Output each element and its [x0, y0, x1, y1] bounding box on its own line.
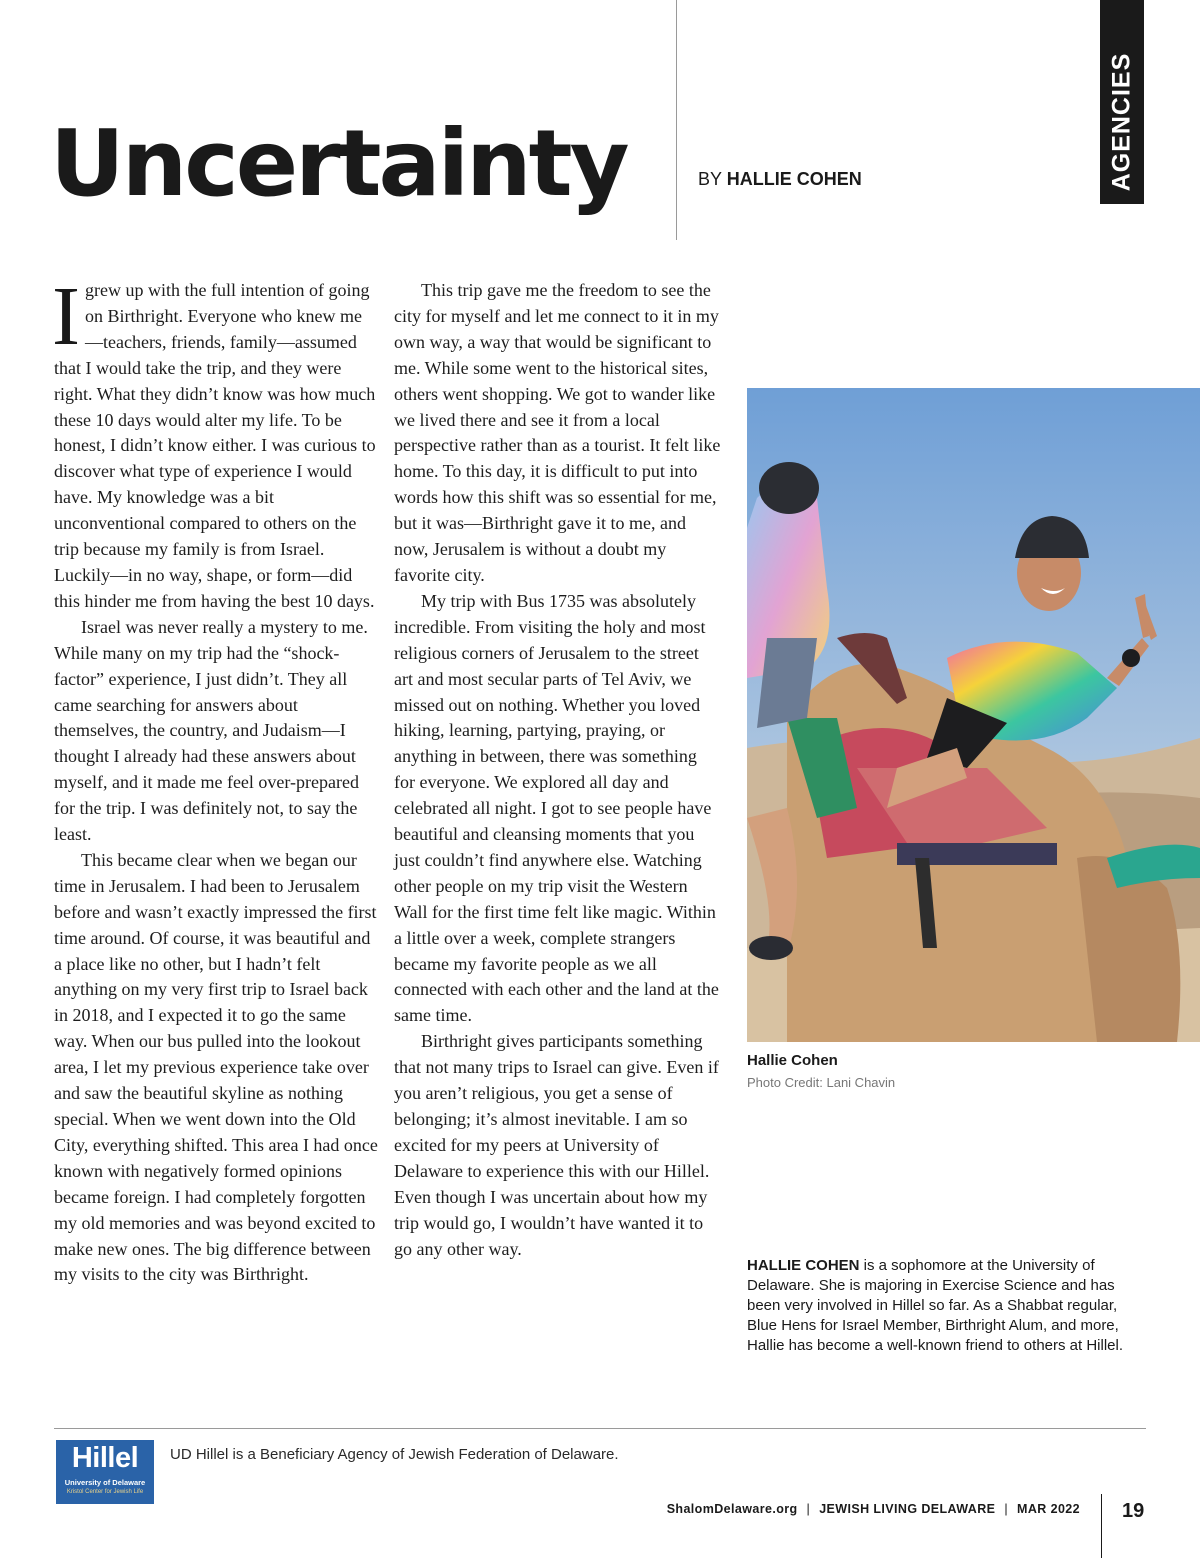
camel-ride-photo: [747, 388, 1200, 1042]
page-number-divider: [1101, 1494, 1102, 1558]
section-tab: [1100, 0, 1144, 204]
hillel-logo: [56, 1440, 154, 1504]
article-paragraph: This became clear when we began our time in Jerusalem. I had been to Jerusalem before and wasn’t exactly impressed the first time around. Of course, it was beautiful and a place like no other, but I hadn’t felt anything on my very first trip to Israel back in 2018, and I expected it to go the same way. When our bus pulled into the lookout area, I let my previous experience take over and saw the beautiful skyline as nothing special. When we went down into the Old City, everything shifted. This area I had once known with negatively formed opinions became foreign. I had completely forgotten my old memories and was beyond excited to make new ones. The big difference between my visits to the city was Birthright.: [54, 849, 378, 1285]
footer-issue-date: MAR 2022: [1017, 1502, 1080, 1516]
headline: Uncertainty: [50, 110, 627, 217]
footer-divider: [54, 1428, 1146, 1429]
article-paragraph: Birthright gives participants something that not many trips to Israel can give. Even if you aren’t religious, you get a sense of belonging; it’s almost inevitable. I am so excited for my peers at University of Delaware to experience this with our Hillel. Even though I was uncertain about how my trip would go, I wouldn’t have wanted it to go any other way.: [394, 1031, 719, 1259]
article-paragraph: Israel was never really a mystery to me. While many on my trip had the “shock-factor” experience, I just didn’t. They all came searching for answers about themselves, the country, and Judaism—I thought I already had these answers about myself, and it made me feel over-prepared for the trip. I was definitely not, to say the least.: [54, 616, 368, 845]
article-column-1: [52, 270, 379, 1288]
drop-cap: I: [52, 270, 80, 363]
author-bio: [747, 1256, 1139, 1356]
footer-meta: ShalomDelaware.org | JEWISH LIVING DELAWARE | MAR 2022: [666, 1502, 1080, 1516]
hillel-logo-university: University of Delaware: [64, 1478, 146, 1487]
bio-text: is a sophomore at the University of Delaware. She is majoring in Exercise Science and has been very involved in Hillel so far. As a Shabbat regular, Blue Hens for Israel Member, Birthright Alum, and more, Hallie has become a well-known friend to others at Hillel.: [747, 1257, 1124, 1354]
footer-publication: JEWISH LIVING DELAWARE: [819, 1502, 996, 1516]
page-number: 19: [1122, 1500, 1145, 1522]
title-divider: [676, 0, 677, 240]
byline-author: HALLIE COHEN: [726, 169, 862, 189]
bio-author-name: HALLIE COHEN: [747, 1257, 860, 1274]
article-column-2: [394, 278, 722, 1262]
article-paragraph: [52, 270, 379, 615]
article-paragraph: This trip gave me the freedom to see the city for myself and let me connect to it in my own way, a way that would be significant to me. While some went to the historical sites, others went shopping. We got to wander like we lived there and see it from a local perspective rather than as a tourist. It felt like home. To this day, it is difficult to put into words how this shift was so essential for me, but it was—Birthright gave it to me, and now, Jerusalem is without a doubt my favorite city.: [394, 280, 721, 585]
section-tab-label: AGENCIES: [1107, 52, 1136, 192]
article-paragraph: My trip with Bus 1735 was absolutely incredible. From visiting the holy and most religious corners of Jerusalem to the street art and most secular parts of Tel Aviv, we missed out on nothing. Whether you loved hiking, learning, partying, praying, or anything in between, there was something for everyone. We explored all day and celebrated all night. I got to see people have beautiful and cleansing moments that you just couldn’t find anywhere else. Watching other people on my trip visit the Western Wall for the first time felt like magic. Within a little over a week, complete strangers became my favorite people as we all connected with each other and the land at the same time.: [394, 590, 719, 1026]
hillel-logo-word: Hillel: [71, 1442, 139, 1474]
footer-website: ShalomDelaware.org: [666, 1502, 798, 1516]
byline-prefix: BY: [698, 169, 722, 189]
paragraph-text: grew up with the full intention of going on Birthright. Everyone who knew me—teachers, friends, family—assumed that I would take the trip, and they were right. What they didn’t know was how much these 10 days would alter my life. To be honest, I didn’t know either. I was curious to discover what type of experience I would have. My knowledge was a bit unconventional compared to others on the trip because my family is from Israel. Luckily—in no way, shape, or form—did this hinder me from having the best 10 days.: [54, 280, 376, 611]
agency-note: UD Hillel is a Beneficiary Agency of Jewish Federation of Delaware.: [170, 1446, 619, 1463]
byline: [698, 169, 862, 190]
hillel-logo-center: Kristol Center for Jewish Life: [66, 1489, 144, 1495]
photo-credit: Photo Credit: Lani Chavin: [747, 1075, 896, 1090]
photo-caption-name: Hallie Cohen: [747, 1052, 838, 1069]
article-photo: [747, 388, 1200, 1042]
